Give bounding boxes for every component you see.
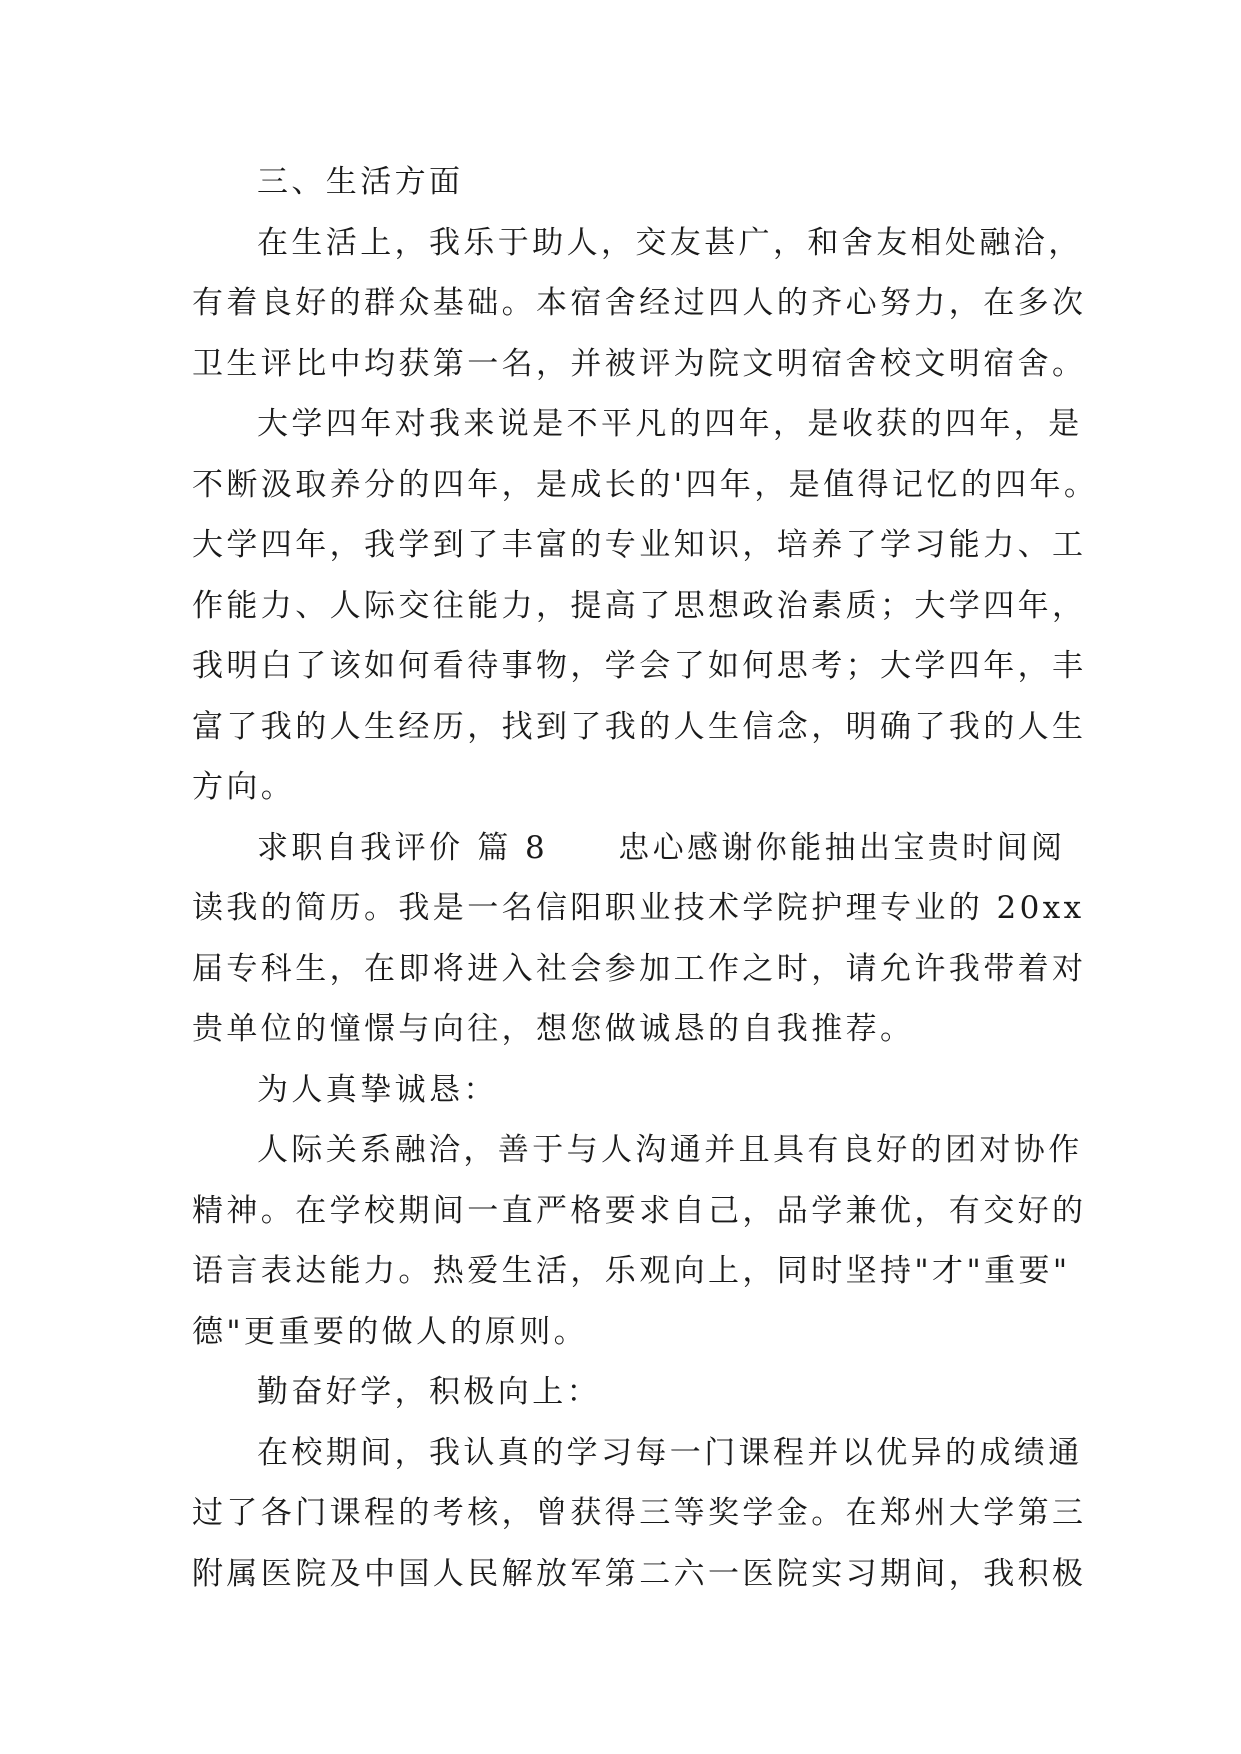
paragraph-line: 贵单位的憧憬与向往，想您做诚恳的自我推荐。: [192, 1011, 915, 1047]
section-number: 篇 8: [477, 829, 549, 866]
paragraph-line: 卫生评比中均获第一名，并被评为院文明宿舍校文明宿舍。: [192, 345, 1087, 382]
section-title-line: [192, 818, 1066, 879]
paragraph-line: 富了我的人生经历，找到了我的人生信念，明确了我的人生: [192, 708, 1087, 745]
paragraph-line: 方向。: [192, 769, 296, 805]
paragraph-line: 过了各门课程的考核，曾获得三等奖学金。在郑州大学第三: [192, 1495, 1087, 1531]
paragraph-line: 大学四年，我学到了丰富的专业知识，培养了学习能力、工: [192, 527, 1087, 563]
paragraph-line: 在生活上，我乐于助人，交友甚广，和舍友相处融洽，: [257, 224, 1083, 261]
paragraph-line: 我明白了该如何看待事物，学会了如何思考；大学四年，丰: [192, 648, 1087, 684]
paragraph-line: 精神。在学校期间一直严格要求自己，品学兼优，有交好的: [192, 1192, 1087, 1229]
paragraph-line: 大学四年对我来说是不平凡的四年，是收获的四年，是: [257, 406, 1083, 442]
subheading: 为人真挚诚恳：: [257, 1071, 498, 1108]
document-body: [192, 152, 1099, 1604]
paragraph-line: 在校期间，我认真的学习每一门课程并以优异的成绩通: [257, 1434, 1083, 1471]
paragraph-line: 附属医院及中国人民解放军第二六一医院实习期间，我积极: [192, 1555, 1087, 1592]
paragraph-line: 德"更重要的做人的原则。: [192, 1313, 589, 1350]
section-heading: 三、生活方面: [257, 164, 464, 200]
paragraph-line: 不断汲取养分的四年，是成长的'四年，是值得记忆的四年。: [192, 466, 1099, 503]
subheading: 勤奋好学，积极向上：: [257, 1374, 601, 1410]
section-intro: 忠心感谢你能抽出宝贵时间阅: [618, 829, 1066, 866]
paragraph-line: 有着良好的群众基础。本宿舍经过四人的齐心努力，在多次: [192, 285, 1087, 321]
paragraph-line: 届专科生，在即将进入社会参加工作之时，请允许我带着对: [192, 950, 1087, 987]
paragraph-line: 作能力、人际交往能力，提高了思想政治素质；大学四年，: [192, 587, 1087, 624]
paragraph-line: 读我的简历。我是一名信阳职业技术学院护理专业的 20xx: [192, 890, 1085, 926]
paragraph-line: 人际关系融洽，善于与人沟通并且具有良好的团对协作: [257, 1132, 1083, 1168]
section-title: 求职自我评价: [257, 829, 464, 866]
paragraph-line: 语言表达能力。热爱生活，乐观向上，同时坚持"才"重要": [192, 1253, 1071, 1289]
